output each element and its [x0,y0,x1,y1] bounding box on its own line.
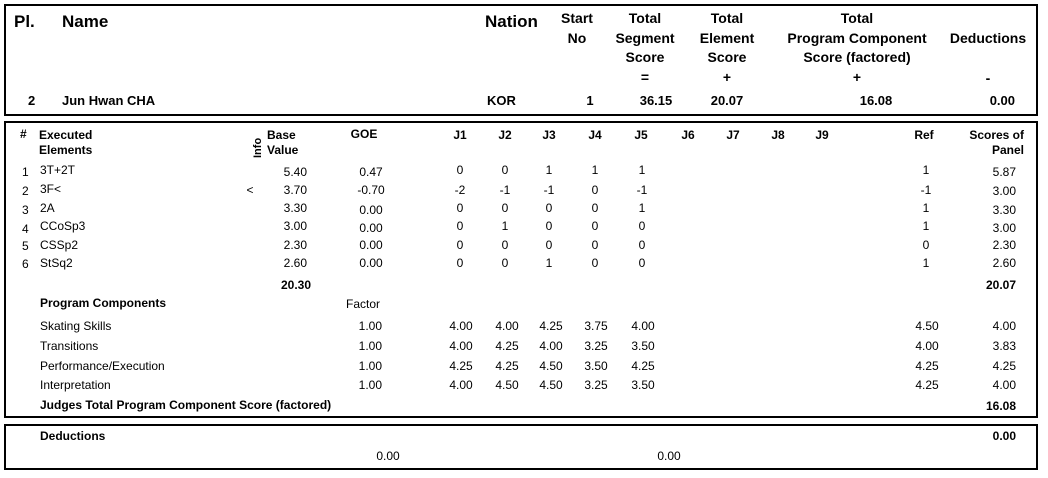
element-name: CSSp2 [40,238,79,252]
element-num: 4 [22,222,29,236]
element-judge-score: 0 [456,163,464,177]
program-components-title: Program Components [40,296,167,310]
start-no-header: Start No [561,10,593,46]
skater-start-no: 1 [586,93,594,108]
pc-judge-score: 4.00 [495,319,519,333]
skater-total-segment: 36.15 [639,93,673,108]
element-judge-score: 0 [501,238,509,252]
deductions-left-value: 0.00 [376,449,400,463]
pc-panel-score: 4.00 [992,378,1016,392]
total-segment-header: Total Segment Score = [615,10,675,85]
pc-judge-score: 3.75 [584,319,608,333]
pc-judge-score: 4.00 [449,378,473,392]
pc-name: Transitions [40,339,99,353]
element-judge-score: 0 [591,201,599,215]
pc-judge-score: 4.50 [495,378,519,392]
element-judge-score: 0 [545,238,553,252]
element-ref: -1 [920,183,932,197]
pc-judge-score: 3.50 [584,359,608,373]
element-ref: 1 [922,256,930,270]
skater-rank: 2 [28,93,36,108]
pc-judge-score: 4.25 [495,339,519,353]
judge-header: J1 [453,128,467,142]
pc-name: Interpretation [40,378,111,392]
pc-judge-score: 4.25 [495,359,519,373]
element-judge-score: 0 [501,256,509,270]
element-base-value: 3.70 [283,183,307,197]
element-judge-score: 0 [456,238,464,252]
elements-num-header: # [20,127,27,141]
element-judge-score: 1 [591,163,599,177]
pc-factor: 1.00 [358,319,382,333]
element-judge-score: 0 [456,201,464,215]
deductions-box [4,424,1038,470]
element-base-value: 2.30 [283,238,307,252]
element-judge-score: 0 [591,183,599,197]
element-judge-score: 0 [501,201,509,215]
total-element-header: Total Element Score + [699,10,755,85]
element-goe: 0.00 [359,256,383,270]
pc-ref: 4.25 [915,378,939,392]
judge-header: J9 [815,128,829,142]
element-ref: 1 [922,201,930,215]
element-panel-score: 3.30 [992,203,1016,217]
element-name: 3T+2T [40,163,76,177]
pc-judge-score: 3.25 [584,339,608,353]
element-judge-score: 0 [591,238,599,252]
pc-judge-score: 4.25 [449,359,473,373]
nation-header: Nation [485,12,538,31]
pc-panel-score: 4.00 [992,319,1016,333]
element-name: 2A [40,201,55,215]
element-num: 3 [22,203,29,217]
pcs-total-label: Judges Total Program Component Score (factored) [40,398,332,412]
element-judge-score: 0 [591,256,599,270]
judge-header: J4 [588,128,602,142]
element-judge-score: 0 [456,219,464,233]
ref-header: Ref [914,128,934,142]
element-judge-score: 0 [545,219,553,233]
element-judge-score: 0 [591,219,599,233]
deductions-label: Deductions [40,429,106,443]
pc-ref: 4.00 [915,339,939,353]
element-goe: 0.47 [359,165,383,179]
skater-total-element: 20.07 [710,93,744,108]
element-goe: 0.00 [359,238,383,252]
element-judge-score: 1 [545,256,553,270]
element-num: 6 [22,257,29,271]
pc-factor: 1.00 [358,339,382,353]
element-info: < [246,183,254,197]
pc-name: Performance/Execution [40,359,165,373]
judge-header: J5 [634,128,648,142]
element-panel-score: 3.00 [992,221,1016,235]
element-judge-score: 0 [638,238,646,252]
element-goe: 0.00 [359,221,383,235]
element-judge-score: -1 [499,183,511,197]
deductions-value: 0.00 [992,429,1016,443]
element-judge-score: 0 [501,163,509,177]
element-judge-score: 1 [638,201,646,215]
element-base-value: 3.30 [283,201,307,215]
pc-judge-score: 4.00 [449,339,473,353]
element-judge-score: 1 [638,163,646,177]
pc-judge-score: 4.25 [631,359,655,373]
deductions-header: Deductions - [949,30,1027,86]
pc-judge-score: 4.50 [539,359,563,373]
pc-judge-score: 4.00 [539,339,563,353]
skater-name: Jun Hwan CHA [62,93,156,108]
element-judge-score: -2 [454,183,466,197]
pc-judge-score: 3.50 [631,339,655,353]
element-judge-score: -1 [636,183,648,197]
element-judge-score: 1 [501,219,509,233]
pc-judge-score: 3.50 [631,378,655,392]
info-header: Info [252,137,264,158]
elements-total-base: 20.30 [280,278,311,292]
scores-of-panel-header: Scores of Panel [969,128,1024,157]
judge-header: J8 [771,128,785,142]
pc-judge-score: 4.50 [539,378,563,392]
pc-panel-score: 4.25 [992,359,1016,373]
executed-elements-header: Executed Elements [39,128,93,157]
element-judge-score: 0 [638,219,646,233]
element-name: StSq2 [40,256,73,270]
element-num: 1 [22,165,29,179]
skater-deductions: 0.00 [989,93,1015,108]
pc-judge-score: 3.25 [584,378,608,392]
judge-header: J2 [498,128,512,142]
element-ref: 1 [922,219,930,233]
judge-header: J3 [542,128,556,142]
element-num: 2 [22,184,29,198]
pc-judge-score: 4.00 [631,319,655,333]
deductions-right-value: 0.00 [657,449,681,463]
element-panel-score: 2.60 [992,256,1016,270]
pc-ref: 4.25 [915,359,939,373]
element-panel-score: 2.30 [992,238,1016,252]
pc-factor: 1.00 [358,359,382,373]
goe-header: GOE [350,127,378,141]
pc-name: Skating Skills [40,319,112,333]
skater-total-pcs: 16.08 [859,93,893,108]
judge-header: J7 [726,128,740,142]
name-header: Name [62,12,109,31]
element-judge-score: 0 [545,201,553,215]
element-panel-score: 3.00 [992,184,1016,198]
element-goe: 0.00 [359,203,383,217]
element-judge-score: 0 [456,256,464,270]
score-detail-box [4,121,1038,418]
element-ref: 1 [922,163,930,177]
pc-panel-score: 3.83 [992,339,1016,353]
total-pcs-header: Total Program Component Score (factored) + [787,10,927,85]
element-ref: 0 [922,238,930,252]
pcs-total-value: 16.08 [985,399,1016,413]
element-base-value: 3.00 [283,219,307,233]
pl-header: Pl. [14,12,35,31]
skater-nation: KOR [487,93,516,108]
pc-judge-score: 4.25 [539,319,563,333]
element-panel-score: 5.87 [992,165,1016,179]
element-num: 5 [22,239,29,253]
judge-header: J6 [681,128,695,142]
base-value-header: Base Value [267,128,299,157]
element-goe: -0.70 [357,183,385,197]
pc-factor: 1.00 [358,378,382,392]
pc-ref: 4.50 [915,319,939,333]
element-judge-score: -1 [543,183,555,197]
element-base-value: 5.40 [283,165,307,179]
elements-total-score: 20.07 [985,278,1016,292]
factor-header: Factor [346,297,381,311]
element-judge-score: 0 [638,256,646,270]
element-base-value: 2.60 [283,256,307,270]
element-name: 3F< [40,182,62,196]
pc-judge-score: 4.00 [449,319,473,333]
element-judge-score: 1 [545,163,553,177]
element-name: CCoSp3 [40,219,86,233]
